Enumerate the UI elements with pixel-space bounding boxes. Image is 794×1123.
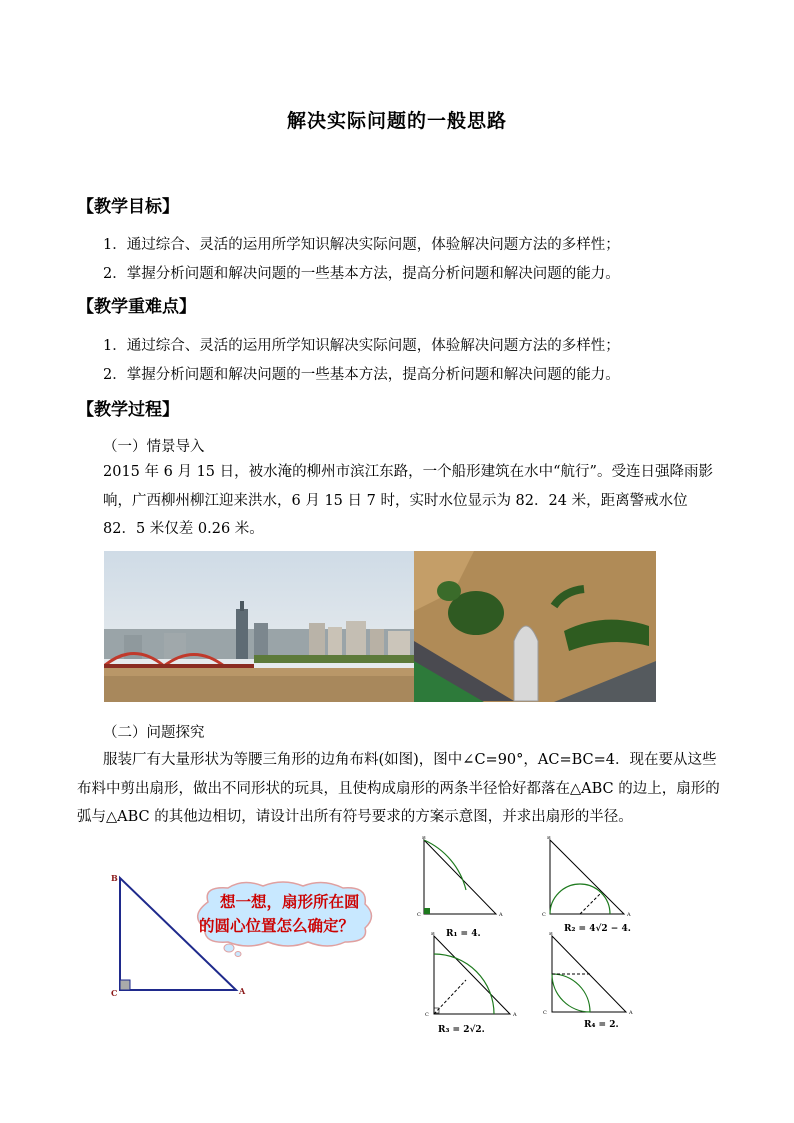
vertex-c-label: C (111, 988, 118, 998)
solution-figure-2 (538, 836, 648, 942)
photo-city-flood (104, 551, 414, 702)
svg-text:C: C (425, 1012, 429, 1018)
objective-item-2: 2．掌握分析问题和解决问题的一些基本方法，提高分析问题和解决问题的能力。 (103, 266, 620, 282)
solution-2-label: R₂ = 4√2 − 4. (564, 924, 631, 934)
cloud-text-line-1: 想一想，扇形所在圆 (220, 893, 360, 911)
right-angle-mark (120, 980, 130, 990)
svg-text:B: B (547, 836, 551, 841)
svg-text:B: B (422, 836, 426, 841)
solution-3-label: R₃ = 2√2. (438, 1025, 485, 1035)
part2-subheading: （二）问题探究 (103, 725, 205, 741)
svg-text:A: A (629, 1010, 633, 1016)
vertex-b-label: B (111, 873, 118, 883)
svg-text:C: C (417, 912, 421, 918)
photo-ship-building-aerial (414, 551, 656, 702)
objective-item-1: 1．通过综合、灵活的运用所学知识解决实际问题，体验解决问题方法的多样性； (103, 237, 620, 253)
svg-text:B: B (431, 932, 435, 937)
solution-figure-3 (422, 932, 522, 1036)
solution-4-label: R₄ = 2. (584, 1020, 619, 1030)
key-point-item-2: 2．掌握分析问题和解决问题的一些基本方法，提高分析问题和解决问题的能力。 (103, 367, 620, 383)
part1-subheading: （一）情景导入 (103, 439, 205, 455)
thought-cloud (183, 880, 378, 958)
svg-text:A: A (513, 1012, 517, 1018)
objectives-heading: 【教学目标】 (77, 197, 179, 217)
solution-figure-4 (540, 932, 640, 1036)
cloud-text-line-2: 的圆心位置怎么确定？ (199, 917, 355, 935)
key-point-item-1: 1．通过综合、灵活的运用所学知识解决实际问题，体验解决问题方法的多样性； (103, 338, 620, 354)
svg-text:A: A (499, 912, 503, 918)
process-heading: 【教学过程】 (77, 400, 179, 420)
page-title: 解决实际问题的一般思路 (286, 110, 507, 132)
solution-1-label: R₁ = 4. (446, 929, 481, 939)
part2-paragraph: 服装厂有大量形状为等腰三角形的边角布料(如图)，图中∠C=90°，AC=BC=4．现在要从这些布料中剪出扇形，做出不同形状的玩具，且使构成扇形的两条半径恰好都落在△ABC 的边上，扇形的弧与△ABC 的其他边相切，请设计出所有符号要求的方案示意图，并求出扇形的半径。 (77, 752, 720, 825)
svg-text:C: C (543, 1010, 547, 1016)
svg-text:B: B (549, 932, 553, 937)
svg-text:A: A (627, 912, 631, 918)
part1-paragraph: 2015 年 6 月 15 日，被水淹的柳州市滨江东路，一个船形建筑在水中“航行”。受连日强降雨影响，广西柳州柳江迎来洪水，6 月 15 日 7 时，实时水位显示为 82．24 米，距离警戒水位 82．5 米仅差 0.26 米。 (103, 464, 713, 537)
svg-text:C: C (542, 912, 546, 918)
solution-figure-1 (416, 836, 516, 942)
vertex-a-label: A (239, 986, 246, 996)
key-points-heading: 【教学重难点】 (77, 297, 196, 317)
